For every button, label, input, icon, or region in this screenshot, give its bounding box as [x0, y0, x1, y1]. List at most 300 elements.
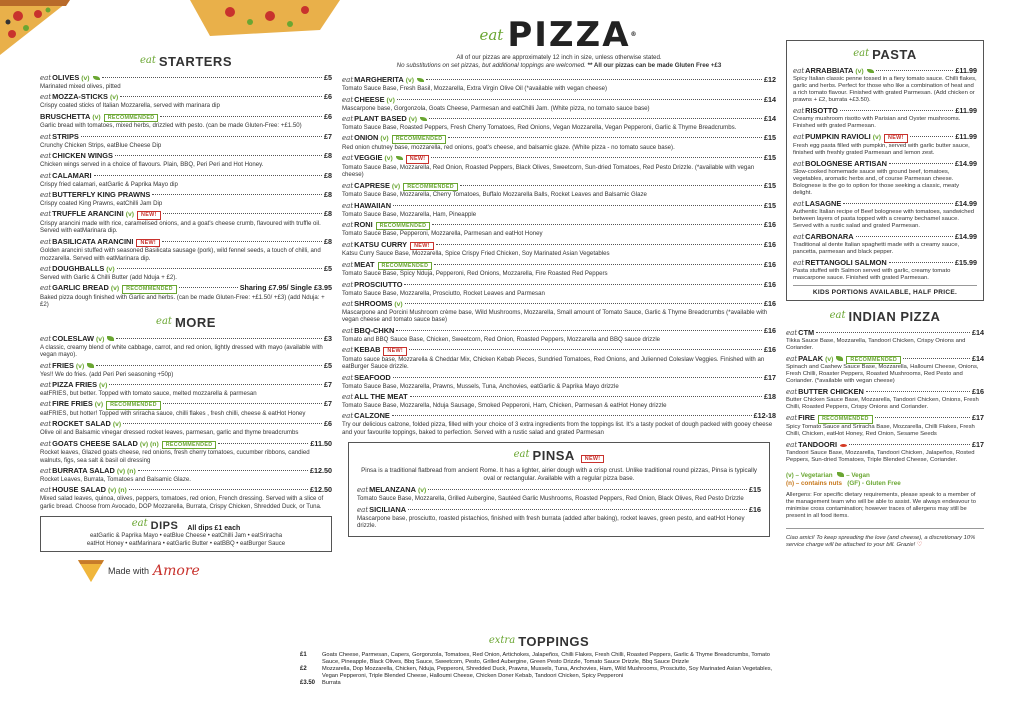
- menu-item: [40, 209, 332, 234]
- eat-prefix: eat: [786, 354, 798, 363]
- menu-item-row: [40, 73, 332, 83]
- item-description: A classic, creamy blend of white cabbage, carrot, and red onion, lightly dressed with mayo (available with vegan mayo).: [40, 343, 323, 359]
- eat-prefix: eat: [786, 388, 798, 396]
- item-description: Tomato Sauce Base, Mozzarella, Red Onion, Roasted Peppers, Black Olives, Sweetcorn, Sun-dried Tomatoes, Red Pesto Drizzle. (*available with vegan cheese): [342, 163, 755, 179]
- menu-item: [342, 299, 776, 324]
- item-price: £12.50: [310, 485, 332, 495]
- eat-prefix: eat: [793, 67, 805, 75]
- menu-item-row: [793, 132, 977, 143]
- vegan-leaf-icon: [93, 76, 100, 81]
- menu-item-row: [342, 220, 776, 231]
- recommended-badge: RECOMMENDED: [162, 441, 217, 450]
- item-price: £7: [324, 399, 332, 409]
- menu-item: [786, 328, 984, 352]
- item-name: RISOTTO: [805, 106, 838, 115]
- eat-prefix: eat: [342, 115, 354, 123]
- indian-heading: [786, 309, 984, 324]
- vegan-leaf-icon: [867, 69, 874, 74]
- menu-item: [40, 151, 332, 168]
- eat-prefix: eat: [342, 300, 354, 309]
- item-name: BOLOGNESE ARTISAN: [805, 158, 887, 168]
- item-price: £5: [324, 263, 332, 273]
- new-badge: NEW!: [581, 455, 605, 464]
- item-name: CHEESE: [354, 94, 385, 104]
- item-price: £11.99: [955, 106, 977, 115]
- pinsa-box: [348, 442, 770, 536]
- dietary-tag: (v): [92, 113, 101, 121]
- section-title: PASTA: [872, 47, 917, 62]
- topping-price-row: [300, 680, 778, 687]
- eat-prefix: eat: [786, 440, 798, 449]
- menu-item-row: [40, 439, 332, 450]
- item-description: Spinach and Cashew Sauce Base, Mozzarella, Halloumi Cheese, Onions, Fresh Chilli, Roaster Peppers, Roasted Mushrooms, Red Pesto and Coriander. (*available with vegan cheese): [786, 364, 979, 384]
- eat-script: eat: [139, 55, 156, 66]
- item-name: RONI: [354, 219, 373, 229]
- item-name: KEBAB: [354, 345, 381, 355]
- item-name: LASAGNE: [805, 198, 842, 208]
- menu-item-row: [40, 419, 332, 429]
- item-name: MARGHERITA: [354, 75, 404, 85]
- dot-leader: [392, 415, 752, 416]
- item-description: Spicy Tomato Sauce and Sriracha Base, Mozzarella, Chilli Flakes, Fresh Chilli, Chicken, eatHot Honey, Red Onion, Sesame Seeds: [786, 423, 975, 437]
- dietary-tag: (v): [96, 335, 105, 343]
- new-badge: NEW!: [406, 155, 430, 164]
- intro-line: No substitutions on set pizzas, but additional toppings are welcomed.: [396, 61, 586, 69]
- allergens-note: Allergens: For specific dietary requirements, please speak to a member of the management team who will be able to assist. We always endeavour to minimise cross contamination; however traces of allergens may still be present in all food items.: [786, 491, 977, 519]
- menu-item-row: [342, 392, 776, 402]
- item-description: Tomato Sauce Base, Mozzarella, Prosciutto, Rocket Leaves and Parmesan: [342, 289, 545, 297]
- dot-leader: [81, 136, 322, 137]
- item-price: £16: [764, 279, 776, 289]
- eat-prefix: eat: [793, 107, 805, 115]
- recommended-badge: RECOMMENDED: [122, 285, 177, 294]
- eat-prefix: eat: [793, 133, 805, 141]
- menu-item: [786, 440, 984, 464]
- menu-item-row: [40, 466, 332, 476]
- item-name: OLIVES: [52, 73, 80, 82]
- dips-heading: [47, 520, 325, 532]
- item-description: Tomato Sauce Base, Mozzarella, Prawns, Mussels, Tuna, Anchovies, eatGarlic & Paprika Mayo drizzle: [342, 382, 619, 390]
- item-name: HAWAIIAN: [354, 200, 392, 210]
- dietary-tag: (v): [855, 68, 864, 75]
- menu-item-row: [342, 114, 776, 124]
- column-right: [786, 40, 984, 549]
- dietary-tag: (v): [394, 301, 403, 309]
- menu-item-row: [786, 354, 984, 365]
- dietary-tag: (v): [405, 77, 414, 85]
- item-description: eatFRIES, but hotter! Topped with sriracha sauce, chilli flakes , fresh chilli, cheese & eatHot Honey: [40, 409, 306, 417]
- eat-prefix: eat: [342, 412, 354, 421]
- menu-item-row: [793, 199, 977, 209]
- dot-leader: [889, 262, 953, 263]
- extra-toppings-heading: [300, 634, 778, 649]
- menu-item-row: [342, 153, 776, 164]
- item-name: FIRE: [798, 413, 815, 422]
- eat-prefix: eat: [40, 171, 52, 180]
- menu-item: [342, 220, 776, 238]
- eat-prefix: eat: [342, 393, 354, 401]
- item-price: Sharing £7.95/ Single £3.95: [239, 283, 332, 293]
- dot-leader: [460, 185, 762, 186]
- dot-leader: [405, 303, 762, 304]
- menu-item-row: [342, 133, 776, 144]
- section-title: INDIAN PIZZA: [848, 308, 941, 324]
- topping-price: £2: [300, 665, 307, 672]
- vegan-leaf-icon: [396, 156, 403, 161]
- column-left: [40, 52, 332, 582]
- eat-prefix: eat: [40, 439, 52, 448]
- item-name: ALL THE MEAT: [354, 392, 408, 401]
- dot-leader: [903, 358, 970, 359]
- item-name: FIRE FRIES: [52, 399, 93, 409]
- eat-prefix: eat: [342, 326, 354, 335]
- item-name: BBQ-CHKN: [354, 325, 395, 335]
- topping-price-row: [300, 652, 778, 666]
- recommended-badge: RECOMMENDED: [818, 415, 873, 424]
- item-description: Pasta stuffed with Salmon served with garlic, creamy tomato mascarpone sauce. Finished with grated Parmesan.: [793, 267, 951, 281]
- menu-item: [342, 345, 776, 370]
- eat-prefix: eat: [40, 264, 52, 273]
- section-title: MORE: [174, 314, 216, 330]
- item-description: Slow-cooked homemade sauce with ground beef, tomatoes, vegetables, aromatic herbs and, of course Parmesan cheese. Bolognese is the go to option for those seeking a classic, meaty delight.: [793, 168, 960, 196]
- menu-item: [342, 260, 776, 278]
- menu-item: [40, 237, 332, 262]
- eat-prefix: eat: [40, 210, 52, 219]
- menu-item-row: [342, 326, 776, 336]
- new-badge: NEW!: [410, 242, 434, 251]
- menu-item-row: [786, 440, 984, 450]
- pizza-intro: [342, 54, 776, 69]
- menu-item: [786, 387, 984, 411]
- item-price: £16: [764, 239, 776, 249]
- dot-leader: [102, 77, 322, 78]
- eat-prefix: eat: [357, 505, 369, 514]
- menu-item-row: [40, 151, 332, 161]
- dot-leader: [431, 157, 762, 158]
- menu-item-row: [342, 345, 776, 356]
- item-name: RETTANGOLI SALMON: [805, 257, 887, 267]
- item-name: CHICKEN WINGS: [52, 151, 113, 161]
- item-description: Mascarpone and Porcini Mushroom crème base, Wild Mushrooms, Mozzarella, Small amount of Tomato Sauce, Garlic & Thyme Breadcrumbs (*available with vegan cheese and tomato sauce base): [342, 309, 768, 324]
- item-price: £17: [972, 439, 984, 449]
- item-price: £11.99: [955, 66, 977, 75]
- item-name: DOUGHBALLS: [52, 263, 105, 273]
- pasta-list: [793, 66, 977, 282]
- recommended-badge: RECOMMENDED: [106, 401, 161, 410]
- section-title: [507, 15, 639, 55]
- menu-item-row: [40, 334, 332, 344]
- menu-item: [40, 171, 332, 188]
- item-name: CALAMARI: [52, 170, 92, 180]
- item-price: £7: [324, 379, 332, 389]
- eat-prefix: eat: [342, 260, 354, 269]
- item-description: Katsu Curry Sauce Base, Mozzarella, Spice Crispy Fried Chicken, Soy Marinated Asian Vegetables: [342, 250, 610, 258]
- pinsa-intro: Pinsa is a traditional flatbread from ancient Rome. It has a lighter, airier dough with a crisp crust. Unlike traditional round pizzas, Pinsa is typically oval or rectangular. Available with a regular pizza base.: [361, 467, 757, 482]
- topping-list: Burrata: [322, 679, 341, 686]
- menu-item: [40, 334, 332, 359]
- new-badge: NEW!: [383, 347, 407, 356]
- item-price: £16: [749, 504, 761, 514]
- menu-item-row: [40, 237, 332, 248]
- item-description: Tomato Sauce Base, Roasted Peppers, Fresh Cherry Tomatoes, Red Onions, Vegan Mozzarella, Vegan Pepperoni, Garlic & Thyme Breadcrumbs.: [342, 124, 737, 131]
- item-description: Authentic Italian recipe of Beef bolognese with tomatoes, sandwiched between layers of pasta topped with a creamy bechamel sauce. Served with a rustic salad and grated Parmesan.: [793, 208, 975, 229]
- item-price: £14.99: [955, 231, 977, 241]
- item-name: STRIPS: [52, 131, 79, 141]
- menu-item: [357, 505, 761, 530]
- dips-box: [40, 516, 332, 552]
- recommended-badge: RECOMMENDED: [392, 135, 447, 144]
- menu-item: [342, 75, 776, 92]
- dot-leader: [116, 338, 322, 339]
- dot-leader: [163, 403, 322, 404]
- eat-script: eat: [513, 449, 530, 461]
- item-name: PALAK: [798, 353, 824, 363]
- item-price: £12-18: [753, 411, 776, 421]
- eat-prefix: eat: [786, 414, 798, 422]
- column-center: [342, 15, 776, 537]
- item-description: Crispy arancini made with rice, caramelised onions, and a goat's cheese crumb, flavoured with truffle oil. Served with eatMarinara dip.: [40, 219, 321, 235]
- item-description: Tomato Sauce Base, Mozzarella, Grilled Aubergine, Sautéed Garlic Mushrooms, Roasted Peppers, Red Onion, Black Olives, Red Pesto Drizzle: [357, 495, 744, 503]
- item-description: Creamy mushroom risotto with Parisian and Oyster mushrooms. Finished with grated Parmesan.: [793, 116, 961, 129]
- menu-item-row: [793, 66, 977, 76]
- item-name: CALZONE: [354, 411, 390, 421]
- item-name: ROCKET SALAD: [52, 419, 111, 429]
- item-name: GARLIC BREAD: [52, 283, 109, 293]
- item-price: £16: [764, 219, 776, 229]
- menu-item-row: [40, 190, 332, 200]
- menu-item: [786, 413, 984, 438]
- dietary-tag: (v): [125, 211, 135, 219]
- menu-item-row: [40, 361, 332, 371]
- legend-gf: (GF) - Gluten Free: [847, 479, 901, 487]
- legend-nuts: (n) – contains nuts: [786, 479, 842, 487]
- item-name: SICILIANA: [369, 504, 407, 514]
- item-price: £6: [324, 419, 332, 429]
- menu-item: [342, 181, 776, 199]
- dietary-tag: (v): [110, 285, 120, 293]
- dietary-tag: (v): [94, 401, 104, 409]
- vegan-leaf-icon: [87, 363, 94, 368]
- item-description: Tandoori Sauce Base, Mozzarella, Tandoori Chicken, Jalapeños, Rosted Peppers, Sun-dried Tomatoes, Triple Blended Cheese, Coriander.: [786, 449, 975, 463]
- vegan-leaf-icon: [420, 117, 427, 122]
- menu-item: [342, 201, 776, 218]
- item-name: KATSU CURRY: [354, 239, 408, 249]
- menu-item: [40, 92, 332, 109]
- topping-price-row: [300, 666, 778, 680]
- recommended-badge: RECOMMENDED: [378, 262, 433, 271]
- eat-prefix: eat: [793, 232, 805, 241]
- menu-item: [342, 411, 776, 436]
- menu-item-row: [786, 387, 984, 397]
- eat-prefix: eat: [40, 237, 52, 246]
- eat-prefix: eat: [342, 95, 354, 104]
- item-price: £8: [324, 189, 332, 199]
- item-description: Crunchy Chicken Strips, eatBlue Cheese Dip: [40, 141, 162, 149]
- item-description: Tomato and BBQ Sauce Base, Chicken, Sweetcorn, Red Onion, Roasted Peppers, Mozzarella and BBQ sauce drizzle: [342, 335, 661, 343]
- section-title: PINSA: [532, 448, 575, 464]
- item-name: MOZZA-STICKS: [52, 92, 108, 102]
- topping-list: Goats Cheese, Parmesan, Capers, Gorgonzola, Tomatoes, Red Onion, Artichokes, Jalapeños, Chilli Flakes, Fresh Chilli, Roasted Peppers, Garlic & Thyme Breadcrumbs, Tomato Sauce, Pineapple, Black Olives, Bbq Sauce, Sweetcorn, Pesto, Grilled Aubergine, Green Pesto Drizzle, Tomato Sauce Drizzle, Bbq Sauce Drizzle: [322, 652, 770, 665]
- item-description: Yes!! We do fries. (add Peri Peri seasoning +50p): [40, 370, 174, 378]
- item-description: eatFRIES, but better. Topped with tomato sauce, melted mozzarella & parmesan: [40, 389, 257, 397]
- menu-item: [40, 399, 332, 417]
- dietary-tag: (v): [391, 182, 401, 190]
- dot-leader: [910, 136, 954, 137]
- eat-script: eat: [156, 315, 172, 327]
- item-price: £6: [324, 111, 332, 121]
- dot-leader: [96, 365, 322, 366]
- item-price: £3: [324, 333, 332, 343]
- recommended-badge: RECOMMENDED: [104, 114, 159, 123]
- item-name: PLANT BASED: [354, 114, 407, 123]
- dietary-tag: (v): [81, 75, 90, 82]
- dot-leader: [163, 213, 322, 214]
- item-description: Rocket leaves, Glazed goats cheese, red onions, fresh cherry tomatoes, cucumber ribbons, candied walnuts, figs, sea salt & basil oil dressing: [40, 449, 310, 464]
- vegan-leaf-icon: [836, 356, 843, 361]
- dot-leader: [434, 264, 762, 265]
- eat-prefix: eat: [40, 466, 52, 475]
- item-price: £14: [764, 94, 776, 104]
- dietary-legend: [786, 472, 984, 549]
- item-price: £15: [764, 153, 776, 163]
- dietary-tag: (v): [380, 135, 389, 143]
- item-name: BURRATA SALAD: [52, 465, 115, 475]
- item-description: Served with Garlic & Chilli Butter (add Nduja + £2).: [40, 273, 177, 281]
- item-price: £16: [764, 259, 776, 269]
- eat-prefix: eat: [40, 190, 52, 199]
- eat-prefix: eat: [40, 152, 52, 161]
- dot-leader: [409, 349, 762, 350]
- item-price: £12.50: [310, 465, 332, 475]
- item-description: Tomato Sauce Base, Pepperoni, Mozzarella, Parmesan and eatHot Honey: [342, 230, 543, 238]
- item-price: £15.99: [955, 257, 977, 267]
- menu-item: [793, 132, 977, 157]
- dot-leader: [876, 70, 954, 71]
- menu-item-row: [786, 328, 984, 338]
- menu-item-row: [793, 232, 977, 242]
- dips-note: All dips £1 each: [187, 525, 241, 533]
- item-name: BUTTER CHICKEN: [798, 387, 864, 396]
- dot-leader: [109, 384, 322, 385]
- item-price: £11.50: [310, 438, 332, 448]
- item-price: £12: [764, 75, 776, 85]
- eat-prefix: eat: [342, 154, 354, 163]
- menu-item-row: [40, 132, 332, 142]
- amore-text: Amore: [153, 563, 200, 580]
- item-price: £14: [972, 327, 984, 337]
- menu-item: [793, 199, 977, 230]
- dietary-tag: (v): [99, 381, 108, 389]
- eat-prefix: eat: [40, 93, 52, 102]
- item-name: MEAT: [354, 259, 375, 269]
- menu-item-row: [342, 260, 776, 271]
- item-price: £8: [324, 170, 332, 180]
- item-description: Marinated mixed olives, pitted: [40, 83, 121, 90]
- topping-list: Mozzarella, Dop Mozzarella, Chicken, Nduja, Pepperoni, Shredded Duck, Prawns, Mussels, Tuna, Anchovies, Ham, Wild Mushrooms, Prosciutto, Soy Marinated Asian Vegetables, Vegan Pepperoni, Triple Blended Cheese, Halloumi Cheese, Chicken Doner Kebab, Tandoori Chicken, Spicy Pepperoni: [322, 665, 773, 679]
- menu-item: [40, 419, 332, 436]
- dot-leader: [397, 99, 762, 100]
- menu-item-row: [342, 181, 776, 192]
- item-price: £8: [324, 151, 332, 161]
- item-description: Crispy fried calamari, eatGarlic & Paprika Mayo dip: [40, 180, 178, 188]
- item-price: £8: [324, 209, 332, 219]
- starters-heading: [40, 54, 332, 69]
- item-name: ONION: [354, 133, 379, 143]
- eat-prefix: eat: [40, 74, 52, 82]
- dietary-tag: (v) (n): [116, 467, 136, 475]
- new-badge: NEW!: [137, 211, 161, 220]
- menu-item-row: [357, 505, 761, 515]
- dot-leader: [849, 444, 970, 445]
- item-description: Tikka Sauce Base, Mozzarella, Tandoori Chicken, Crispy Onions and Coriander.: [786, 337, 966, 351]
- dot-leader: [866, 391, 970, 392]
- item-description: Mixed salad leaves, quinoa, olives, peppers, tomatoes, red onion, French dressing. Served with a slice of garlic bread. Choose from Avocado, DOP Mozzarella, Burrata, Crispy Chicken, Shredded Duck, or Tuna.: [40, 495, 324, 510]
- dot-leader: [120, 96, 322, 97]
- dot-leader: [160, 116, 322, 117]
- item-price: £5: [324, 360, 332, 370]
- item-description: Red onion chutney base, mozzarella, red onions, goat's cheese, and balsamic glaze. (White pizza - no tomato sauce base).: [342, 143, 675, 151]
- item-description: Traditional al dente Italian spaghetti made with a creamy sauce, pancetta, parmesan and black pepper.: [793, 241, 960, 255]
- eat-prefix: eat: [342, 134, 354, 143]
- intro-line: ** All our pizzas can be made Gluten Free +£3: [587, 61, 722, 69]
- dot-leader: [404, 284, 762, 285]
- menu-item: [793, 159, 977, 197]
- menu-item-row: [40, 380, 332, 390]
- menu-item-row: [40, 209, 332, 220]
- pizza-slice-icon: [78, 560, 104, 582]
- dot-leader: [179, 287, 238, 288]
- menu-item: [786, 354, 984, 386]
- menu-item: [40, 380, 332, 397]
- item-description: Golden arancini stuffed with seasoned Basilicata sausage (pork), wild fennel seeds, a touch of chilli, and mozzarella. Served with eatMarinara dip.: [40, 247, 321, 262]
- eat-prefix: eat: [40, 284, 52, 293]
- menu-item-row: [40, 485, 332, 495]
- item-price: £14.99: [955, 158, 977, 168]
- menu-item: [40, 361, 332, 378]
- item-name: BRUSCHETTA: [40, 111, 91, 121]
- item-price: £11.99: [955, 132, 977, 141]
- item-name: PIZZA FRIES: [52, 379, 98, 389]
- item-price: £5: [324, 73, 332, 82]
- service-charge-note: [786, 528, 984, 549]
- item-description: Mascarpone base, Gorgonzola, Goats Cheese, Parmesan and eatChilli Jam. (White pizza, no tomato sauce base): [342, 104, 650, 112]
- dot-leader: [117, 268, 322, 269]
- item-description: Baked pizza dough finished with Garlic and herbs. (can be made Gluten-Free: +£1.50/ +£3) (add Nduja: +£2): [40, 293, 325, 309]
- item-price: £17: [764, 372, 776, 382]
- menu-item: [342, 114, 776, 131]
- menu-item: [342, 240, 776, 258]
- menu-item-row: [342, 373, 776, 383]
- dot-leader: [138, 470, 308, 471]
- dot-leader: [396, 330, 762, 331]
- dot-leader: [428, 489, 747, 490]
- item-description: Fresh egg pasta filled with pumpkin, served with garlic butter sauce, finished with freshly grated Parmesan and lemon zest.: [793, 142, 970, 156]
- item-name: TANDOORI: [798, 439, 838, 449]
- eat-prefix: eat: [40, 334, 52, 343]
- menu-item: [40, 485, 332, 510]
- item-name: BASILICATA ARANCINI: [52, 236, 134, 246]
- pasta-heading: [793, 47, 977, 62]
- pasta-box: [786, 40, 984, 301]
- more-heading: [40, 315, 332, 330]
- item-name: TRUFFLE ARANCINI: [52, 209, 124, 219]
- dot-leader: [875, 417, 970, 418]
- menu-item: [793, 66, 977, 104]
- dietary-tag: (v) (n): [139, 440, 159, 448]
- eat-prefix: eat: [342, 373, 354, 382]
- eat-script: eat: [853, 48, 870, 59]
- menu-item: [342, 95, 776, 112]
